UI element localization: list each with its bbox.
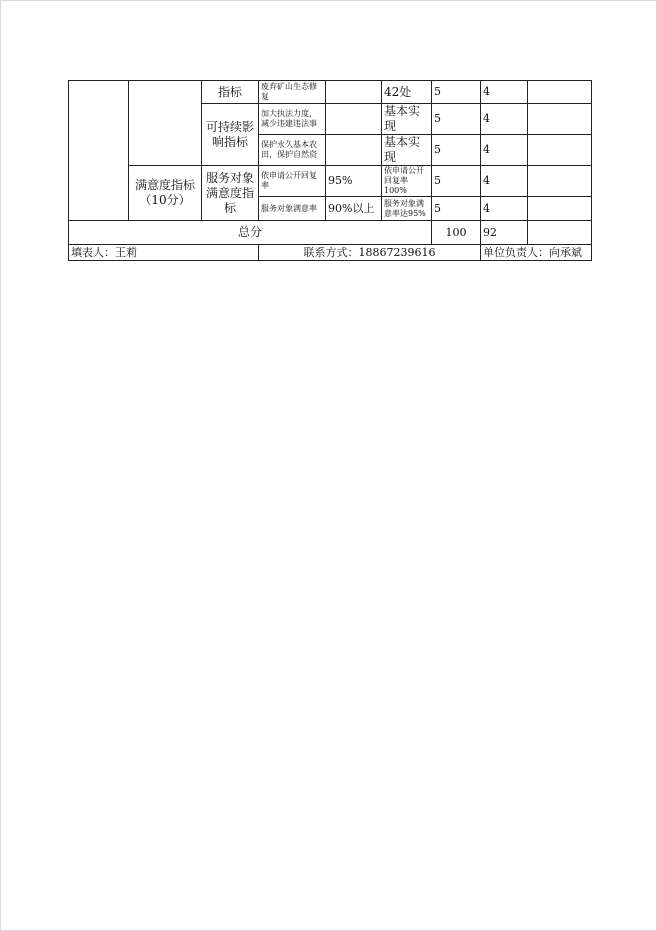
cell-score: 4 bbox=[481, 197, 528, 221]
cell-actual: 42处 bbox=[382, 81, 432, 104]
footer-contact: 联系方式：18867239616 bbox=[259, 245, 481, 261]
cell-note bbox=[528, 104, 592, 135]
total-row bbox=[69, 221, 592, 245]
cell-weight: 5 bbox=[432, 166, 481, 197]
cell-score: 4 bbox=[481, 81, 528, 104]
cell-note bbox=[528, 221, 592, 245]
cell-weight: 5 bbox=[432, 104, 481, 135]
cell-target bbox=[326, 81, 382, 104]
footer-filler: 填表人：王莉 bbox=[69, 245, 259, 261]
cell-actual: 依申请公开回复率100% bbox=[382, 166, 432, 197]
cell-score: 4 bbox=[481, 166, 528, 197]
cell-weight: 5 bbox=[432, 197, 481, 221]
cell-desc: 废弃矿山生态修复 bbox=[259, 81, 326, 104]
footer-row bbox=[69, 245, 592, 261]
total-weight: 100 bbox=[432, 221, 481, 245]
cell-satisfaction-label: 满意度指标（10分） bbox=[129, 166, 202, 221]
cell-weight: 5 bbox=[432, 81, 481, 104]
cell-target bbox=[326, 104, 382, 135]
total-score: 92 bbox=[481, 221, 528, 245]
cell-service-label: 服务对象满意度指标 bbox=[202, 166, 259, 221]
cell-indicator-cat: 指标 bbox=[202, 81, 259, 104]
cell-target: 95% bbox=[326, 166, 382, 197]
cell-actual: 基本实现 bbox=[382, 135, 432, 166]
cell-note bbox=[528, 135, 592, 166]
cell-score: 4 bbox=[481, 104, 528, 135]
cell-desc: 保护永久基本农田，保护自然资 bbox=[259, 135, 326, 166]
cell-blank-col1 bbox=[69, 81, 129, 221]
cell-actual: 服务对象满意率达95% bbox=[382, 197, 432, 221]
cell-score: 4 bbox=[481, 135, 528, 166]
footer-leader: 单位负责人：向承斌 bbox=[481, 245, 592, 261]
cell-note bbox=[528, 197, 592, 221]
cell-sustain-label: 可持续影响指标 bbox=[202, 104, 259, 166]
cell-note bbox=[528, 166, 592, 197]
cell-desc: 依申请公开回复率 bbox=[259, 166, 326, 197]
cell-target: 90%以上 bbox=[326, 197, 382, 221]
table-row bbox=[69, 166, 592, 197]
cell-desc: 加大执法力度，减少违建违法事 bbox=[259, 104, 326, 135]
table-row bbox=[69, 81, 592, 104]
cell-actual: 基本实现 bbox=[382, 104, 432, 135]
cell-weight: 5 bbox=[432, 135, 481, 166]
cell-target bbox=[326, 135, 382, 166]
cell-blank-col2 bbox=[129, 81, 202, 166]
total-label: 总分 bbox=[69, 221, 432, 245]
performance-table bbox=[68, 80, 592, 261]
cell-note bbox=[528, 81, 592, 104]
cell-desc: 服务对象满意率 bbox=[259, 197, 326, 221]
